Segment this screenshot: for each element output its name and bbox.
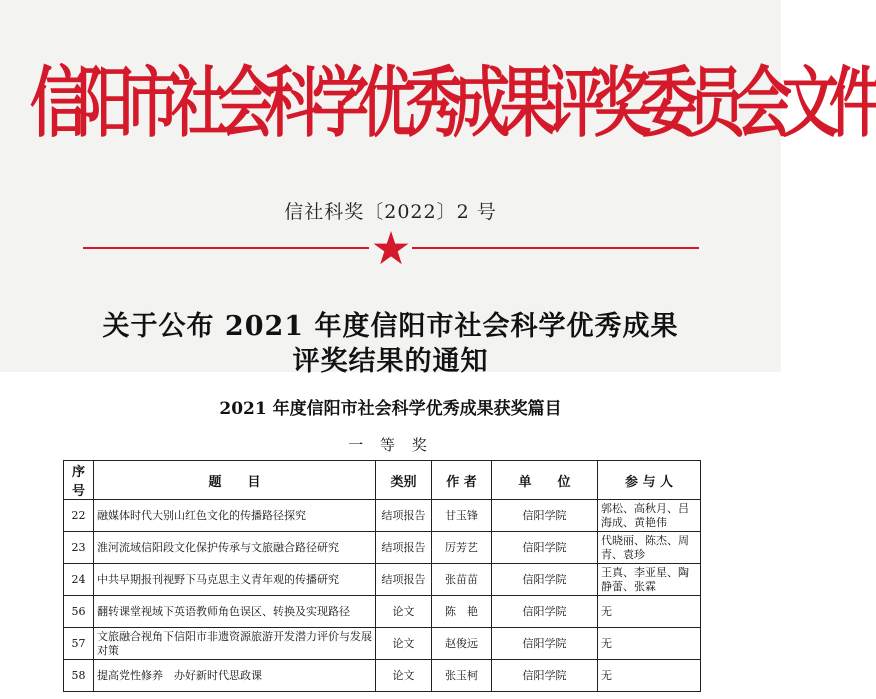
row-title: 融媒体时代大别山红色文化的传播路径探究: [94, 500, 376, 532]
col-header-no: 序号: [64, 461, 94, 500]
row-author: 厉芳艺: [432, 532, 492, 564]
row-category: 论文: [376, 660, 432, 692]
row-participants: 无: [598, 596, 701, 628]
row-no: 57: [64, 628, 94, 660]
red-rule-left: [83, 247, 369, 249]
row-no: 23: [64, 532, 94, 564]
row-unit: 信阳学院: [492, 532, 598, 564]
row-author: 甘玉锋: [432, 500, 492, 532]
row-author: 陈 艳: [432, 596, 492, 628]
row-category: 论文: [376, 628, 432, 660]
row-author: 赵俊远: [432, 628, 492, 660]
table-row: [64, 500, 701, 532]
row-unit: 信阳学院: [492, 500, 598, 532]
awards-table: [63, 460, 701, 692]
col-header-participants: 参 与 人: [598, 461, 701, 500]
row-participants: 无: [598, 660, 701, 692]
row-unit: 信阳学院: [492, 564, 598, 596]
row-participants: 无: [598, 628, 701, 660]
row-title: 文旅融合视角下信阳市非遗资源旅游开发潜力评价与发展对策: [94, 628, 376, 660]
table-row: [64, 596, 701, 628]
red-star-icon: [373, 231, 409, 265]
table-header-row: [64, 461, 701, 500]
table-row: [64, 532, 701, 564]
row-no: 58: [64, 660, 94, 692]
row-unit: 信阳学院: [492, 660, 598, 692]
col-header-title: 题 目: [94, 461, 376, 500]
row-title: 淮河流域信阳段文化保护传承与文旅融合路径研究: [94, 532, 376, 564]
col-header-category: 类别: [376, 461, 432, 500]
row-category: 结项报告: [376, 500, 432, 532]
table-row: [64, 628, 701, 660]
row-title: 提高党性修养 办好新时代思政课: [94, 660, 376, 692]
row-category: 论文: [376, 596, 432, 628]
col-header-unit: 单 位: [492, 461, 598, 500]
prize-level-heading: 一 等 奖: [348, 436, 433, 454]
award-list-title: 2021 年度信阳市社会科学优秀成果获奖篇目: [219, 399, 562, 419]
row-category: 结项报告: [376, 564, 432, 596]
row-unit: 信阳学院: [492, 596, 598, 628]
notice-title-line1: 关于公布 2021 年度信阳市社会科学优秀成果: [102, 311, 679, 342]
notice-title-line2: 评奖结果的通知: [292, 346, 489, 377]
issuer-title: 信阳市社会科学优秀成果评奖委员会文件: [30, 59, 876, 149]
row-participants: 王真、李亚星、陶静蕾、张霖: [598, 564, 701, 596]
row-title: 中共早期报刊视野下马克思主义青年观的传播研究: [94, 564, 376, 596]
row-author: 张苗苗: [432, 564, 492, 596]
row-unit: 信阳学院: [492, 628, 598, 660]
table-row: [64, 564, 701, 596]
row-no: 22: [64, 500, 94, 532]
row-participants: 代晓丽、陈杰、周青、袁珍: [598, 532, 701, 564]
row-no: 24: [64, 564, 94, 596]
table-row: [64, 660, 701, 692]
row-author: 张玉柯: [432, 660, 492, 692]
red-rule-right: [412, 247, 699, 249]
document-number: 信社科奖〔2022〕2 号: [284, 201, 497, 223]
row-participants: 郭松、高秋月、吕海成、黄艳伟: [598, 500, 701, 532]
row-title: 翻转课堂视域下英语教师角色误区、转换及实现路径: [94, 596, 376, 628]
row-category: 结项报告: [376, 532, 432, 564]
col-header-author: 作 者: [432, 461, 492, 500]
row-no: 56: [64, 596, 94, 628]
